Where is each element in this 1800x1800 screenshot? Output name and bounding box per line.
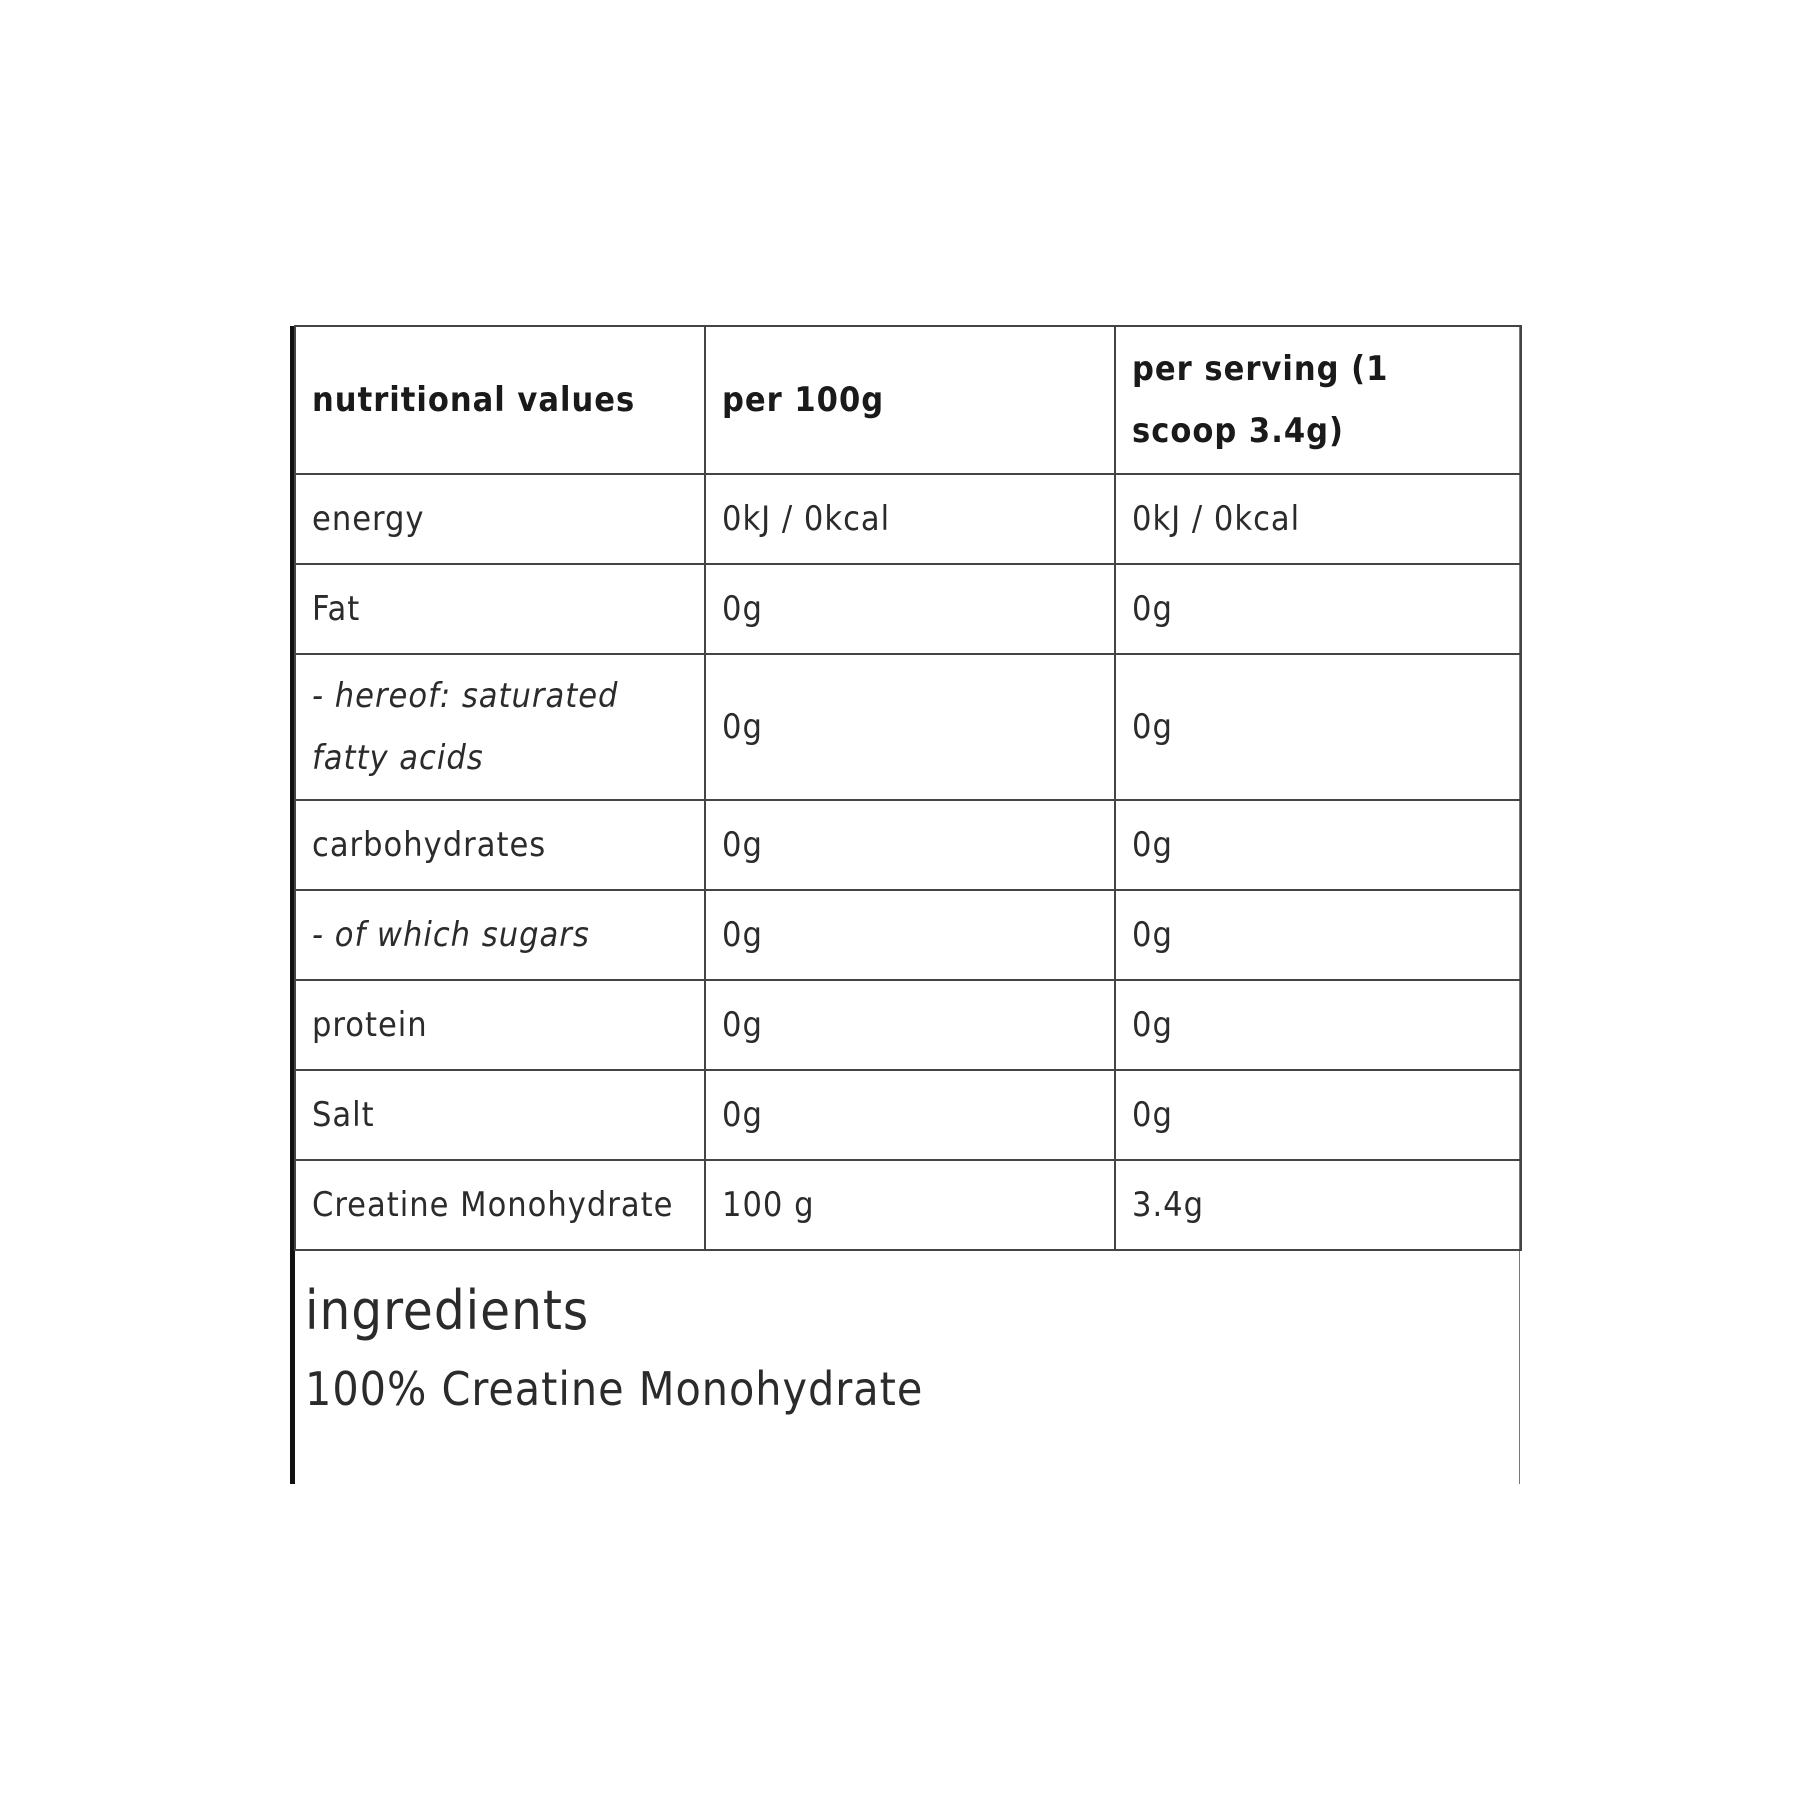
- row-label: Salt: [295, 1070, 705, 1160]
- row-per-serving: 0g: [1115, 800, 1521, 890]
- header-per-serving: per serving (1 scoop 3.4g): [1115, 326, 1521, 474]
- nutrition-table: [294, 325, 1522, 1251]
- nutrition-panel: [290, 326, 1520, 1484]
- row-label: protein: [295, 980, 705, 1070]
- row-per-serving: 0g: [1115, 1070, 1521, 1160]
- row-per-100g: 0g: [705, 890, 1115, 980]
- row-per-100g: 100 g: [705, 1160, 1115, 1250]
- row-per-100g: 0g: [705, 800, 1115, 890]
- table-row: [295, 474, 1521, 564]
- row-per-serving: 0g: [1115, 890, 1521, 980]
- row-per-serving: 0kJ / 0kcal: [1115, 474, 1521, 564]
- header-nutritional-values: nutritional values: [295, 326, 705, 474]
- row-per-serving: 0g: [1115, 564, 1521, 654]
- row-label: - of which sugars: [295, 890, 705, 980]
- row-label: energy: [295, 474, 705, 564]
- row-per-100g: 0g: [705, 654, 1115, 800]
- table-row: [295, 654, 1521, 800]
- row-label: - hereof: saturated fatty acids: [295, 654, 705, 800]
- table-row: [295, 564, 1521, 654]
- row-per-100g: 0g: [705, 980, 1115, 1070]
- row-per-100g: 0g: [705, 564, 1115, 654]
- ingredients-section: [295, 1251, 1519, 1429]
- table-header-row: [295, 326, 1521, 474]
- table-row: [295, 1160, 1521, 1250]
- table-row: [295, 1070, 1521, 1160]
- ingredients-title: ingredients: [305, 1279, 590, 1342]
- row-per-serving: 0g: [1115, 654, 1521, 800]
- table-row: [295, 980, 1521, 1070]
- row-per-100g: 0kJ / 0kcal: [705, 474, 1115, 564]
- header-per-100g: per 100g: [705, 326, 1115, 474]
- row-label: carbohydrates: [295, 800, 705, 890]
- table-row: [295, 890, 1521, 980]
- row-per-serving: 0g: [1115, 980, 1521, 1070]
- row-per-100g: 0g: [705, 1070, 1115, 1160]
- ingredients-text: 100% Creatine Monohydrate: [305, 1362, 924, 1416]
- row-label: Creatine Monohydrate: [295, 1160, 705, 1250]
- row-label: Fat: [295, 564, 705, 654]
- table-row: [295, 800, 1521, 890]
- row-per-serving: 3.4g: [1115, 1160, 1521, 1250]
